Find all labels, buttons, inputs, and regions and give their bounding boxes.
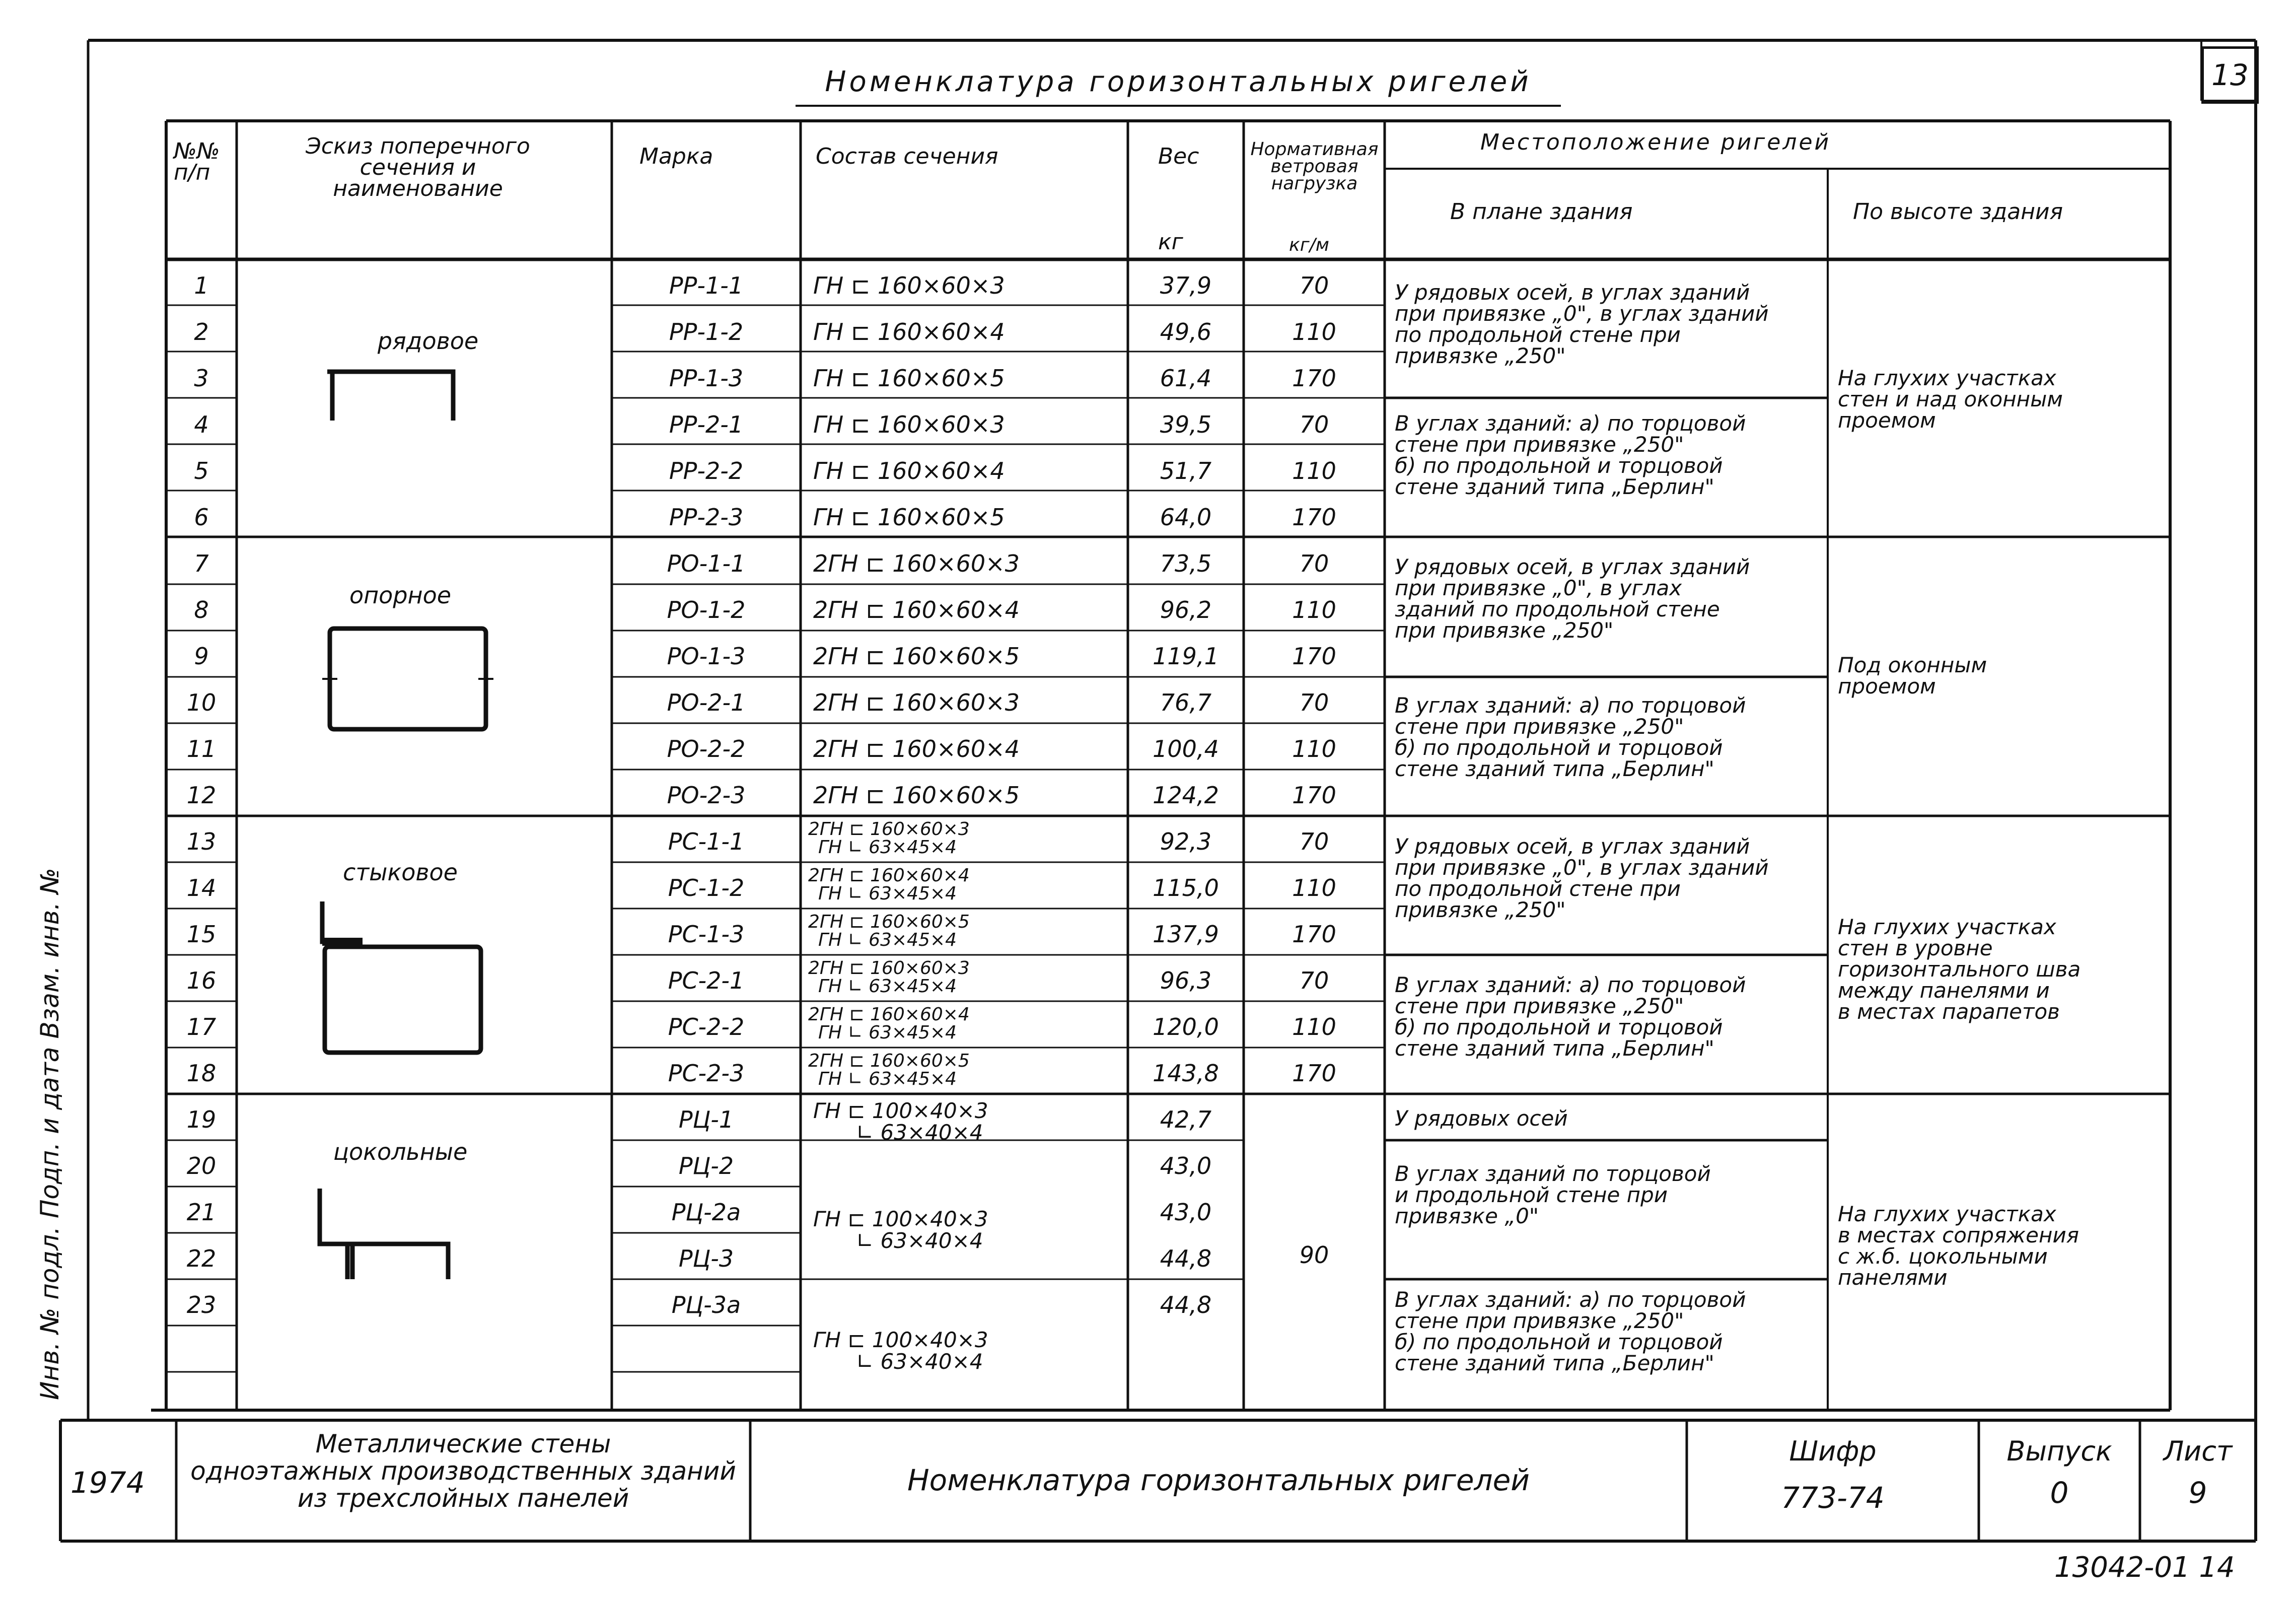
row-weight: 37,9 (1160, 272, 1212, 299)
row-weight: 137,9 (1153, 921, 1219, 948)
row-weight: 42,7 (1160, 1106, 1212, 1133)
row-number: 22 (186, 1245, 217, 1272)
side-margin-text: Инв. № подл. Подп. и дата Взам. инв. № (35, 868, 64, 1400)
plan-note: У рядовых осей (1395, 1106, 1568, 1131)
header-mark: Марка (639, 144, 713, 169)
row-composition: ГН ∟ 63×45×4 (818, 930, 957, 950)
group-name: цокольные (333, 1138, 468, 1165)
row-number: 3 (194, 365, 209, 392)
row-number: 2 (194, 318, 209, 345)
row-wind: 110 (1292, 735, 1336, 762)
stamp-year: 1974 (70, 1466, 145, 1500)
row-composition: ГН ⊏ 160×60×3 (813, 272, 1005, 299)
row-mark: РЦ-2 (678, 1152, 734, 1179)
stamp-code-label: Шифр (1789, 1435, 1877, 1467)
row-wind: 170 (1292, 643, 1336, 670)
header-location: Местоположение ригелей (1480, 129, 1831, 155)
row-composition: 2ГН ⊏ 160×60×3 (813, 550, 1020, 577)
row-mark: РО-1-1 (667, 550, 746, 577)
row-wind: 70 (1299, 272, 1329, 299)
header-in-height: По высоте здания (1853, 199, 2063, 225)
row-mark: РС-2-2 (668, 1013, 745, 1040)
row-wind: 170 (1292, 921, 1336, 948)
row-mark: РО-2-1 (667, 689, 746, 716)
row-number: 8 (194, 596, 209, 623)
row-mark: РР-1-3 (669, 365, 744, 392)
row-number: 6 (194, 504, 209, 531)
row-composition: 2ГН ⊏ 160×60×5 (813, 643, 1020, 670)
row-number: 14 (186, 874, 217, 901)
row-mark: РЦ-3 (678, 1245, 734, 1272)
plan-note: У рядовых осей, в углах зданий при привязке „0", в углах зданий по продольной стене при привязке „250" (1395, 280, 1769, 368)
row-mark: РС-2-1 (668, 967, 745, 994)
header-wind-unit: кг/м (1289, 235, 1329, 255)
row-composition: 2ГН ⊏ 160×60×5 (808, 912, 970, 932)
row-composition: ГН ∟ 63×45×4 (818, 976, 957, 997)
header-weight: Вес (1158, 144, 1199, 169)
row-number: 11 (186, 735, 217, 762)
height-note: На глухих участках стен в уровне горизонтального шва между панелями и в местах парапетов (1838, 915, 2081, 1024)
row-weight: 76,7 (1160, 689, 1212, 716)
row-composition: 2ГН ⊏ 160×60×4 (808, 865, 970, 886)
row-mark: РО-1-2 (667, 596, 746, 623)
row-wind: 90 (1299, 1241, 1329, 1269)
row-weight: 51,7 (1160, 457, 1212, 484)
plan-note: В углах зданий: а) по торцовой стене при привязке „250" б) по продольной и торцовой стене зданий типа „Берлин" (1395, 693, 1746, 781)
row-weight: 115,0 (1153, 874, 1219, 901)
row-composition: ∟ 63×40×4 (856, 1228, 983, 1253)
row-mark: РР-2-1 (669, 411, 744, 438)
header-wind: Нормативная ветровая нагрузка (1250, 139, 1379, 194)
row-composition: ГН ⊏ 160×60×4 (813, 457, 1005, 484)
row-number: 20 (186, 1152, 217, 1179)
height-note: На глухих участках стен и над оконным проемом (1838, 366, 2063, 433)
row-wind: 110 (1292, 318, 1336, 345)
row-mark: РЦ-2а (671, 1199, 741, 1226)
row-mark: РС-2-3 (668, 1060, 745, 1087)
row-wind: 70 (1299, 550, 1329, 577)
row-mark: РС-1-1 (668, 828, 745, 855)
row-composition: ГН ⊏ 160×60×5 (813, 504, 1005, 531)
row-weight: 61,4 (1160, 365, 1212, 392)
row-composition: ГН ∟ 63×45×4 (818, 1022, 957, 1043)
row-weight: 92,3 (1160, 828, 1212, 855)
row-composition: 2ГН ⊏ 160×60×3 (808, 819, 970, 840)
row-composition: ГН ∟ 63×45×4 (818, 883, 957, 904)
row-composition: ГН ⊏ 160×60×4 (813, 318, 1005, 345)
row-wind: 70 (1299, 689, 1329, 716)
row-number: 10 (186, 689, 217, 716)
row-weight: 124,2 (1153, 782, 1219, 809)
row-wind: 110 (1292, 874, 1336, 901)
row-number: 12 (186, 782, 217, 809)
row-mark: РЦ-1 (678, 1106, 734, 1133)
row-wind: 70 (1299, 828, 1329, 855)
plan-note: В углах зданий: а) по торцовой стене при привязке „250" б) по продольной и торцовой стене зданий типа „Берлин" (1395, 1287, 1746, 1375)
row-weight: 43,0 (1160, 1152, 1212, 1179)
row-weight: 49,6 (1160, 318, 1212, 345)
row-mark: РЦ-3а (671, 1291, 741, 1318)
row-number: 9 (194, 643, 209, 670)
row-wind: 170 (1292, 504, 1336, 531)
stamp-issue: 0 (2050, 1476, 2069, 1510)
row-mark: РС-1-2 (668, 874, 745, 901)
plan-note: В углах зданий: а) по торцовой стене при привязке „250" б) по продольной и торцовой стене зданий типа „Берлин" (1395, 972, 1746, 1061)
plan-note: У рядовых осей, в углах зданий при привязке „0", в углах зданий по продольной стене при привязке „250" (1395, 554, 1750, 643)
stamp-sheet: 9 (2188, 1476, 2207, 1510)
stamp-project: Металлические стены одноэтажных производственных зданий из трехслойных панелей (190, 1429, 736, 1513)
row-composition: ГН ⊏ 100×40×3 (813, 1098, 988, 1123)
row-mark: РО-1-3 (667, 643, 746, 670)
row-mark: РР-1-2 (669, 318, 744, 345)
header-sketch: Эскиз поперечного сечения и наименование (306, 133, 530, 201)
row-number: 21 (186, 1199, 217, 1226)
row-weight: 64,0 (1160, 504, 1212, 531)
row-mark: РР-2-2 (669, 457, 744, 484)
row-composition: 2ГН ⊏ 160×60×3 (813, 689, 1020, 716)
row-wind: 170 (1292, 1060, 1336, 1087)
row-weight: 96,2 (1160, 596, 1212, 623)
group-name: опорное (349, 582, 452, 609)
row-weight: 73,5 (1160, 550, 1212, 577)
row-composition: ∟ 63×40×4 (856, 1120, 983, 1145)
plinth-profile-icon (320, 1189, 448, 1279)
row-number: 7 (194, 550, 209, 577)
height-note: Под оконным проемом (1838, 653, 1987, 699)
row-composition: 2ГН ⊏ 160×60×3 (808, 958, 970, 979)
row-number: 19 (186, 1106, 217, 1133)
row-number: 16 (186, 967, 217, 994)
row-wind: 110 (1292, 457, 1336, 484)
row-composition: ГН ∟ 63×45×4 (818, 837, 957, 858)
row-weight: 100,4 (1153, 735, 1219, 762)
row-composition: ГН ⊏ 160×60×5 (813, 365, 1005, 392)
row-number: 13 (186, 828, 217, 855)
row-number: 5 (194, 457, 209, 484)
header-in-plan: В плане здания (1450, 199, 1633, 225)
header-composition: Состав сечения (816, 144, 998, 169)
bottom-code: 13042-01 14 (2054, 1551, 2235, 1584)
row-weight: 44,8 (1160, 1245, 1212, 1272)
page-number: 13 (2201, 46, 2259, 104)
row-wind: 170 (1292, 365, 1336, 392)
row-composition: ГН ⊏ 100×40×3 (813, 1328, 988, 1352)
row-mark: РР-2-3 (669, 504, 744, 531)
row-weight: 143,8 (1153, 1060, 1219, 1087)
row-composition: 2ГН ⊏ 160×60×5 (813, 782, 1020, 809)
row-wind: 110 (1292, 1013, 1336, 1040)
row-number: 18 (186, 1060, 217, 1087)
header-num: №№ п/п (174, 138, 220, 185)
row-composition: ГН ⊏ 100×40×3 (813, 1207, 988, 1231)
row-composition: 2ГН ⊏ 160×60×4 (813, 735, 1020, 762)
box-profile-icon (322, 629, 493, 729)
group-name: рядовое (377, 327, 479, 355)
row-mark: РР-1-1 (669, 272, 744, 299)
row-mark: РО-2-2 (667, 735, 746, 762)
row-number: 4 (194, 411, 209, 438)
row-composition: 2ГН ⊏ 160×60×4 (808, 1004, 970, 1025)
row-wind: 70 (1299, 967, 1329, 994)
row-weight: 96,3 (1160, 967, 1212, 994)
row-composition: ГН ∟ 63×45×4 (818, 1069, 957, 1089)
row-mark: РС-1-3 (668, 921, 745, 948)
row-composition: ∟ 63×40×4 (856, 1349, 983, 1374)
stamp-code: 773-74 (1781, 1481, 1885, 1515)
row-weight: 39,5 (1160, 411, 1212, 438)
row-number: 1 (194, 272, 209, 299)
header-weight-unit: кг (1158, 229, 1183, 255)
row-weight: 43,0 (1160, 1199, 1212, 1226)
plan-note: В углах зданий: а) по торцовой стене при привязке „250" б) по продольной и торцовой стене зданий типа „Берлин" (1395, 411, 1746, 499)
box-with-angle-profile-icon (322, 901, 481, 1053)
row-composition: ГН ⊏ 160×60×3 (813, 411, 1005, 438)
row-number: 23 (186, 1291, 217, 1318)
row-number: 17 (186, 1013, 217, 1040)
group-name: стыковое (343, 859, 458, 886)
page-title: Номенклатура горизонтальных ригелей (825, 65, 1532, 98)
row-composition: 2ГН ⊏ 160×60×4 (813, 596, 1020, 623)
stamp-sheet-title: Номенклатура горизонтальных ригелей (907, 1463, 1530, 1497)
row-number: 15 (186, 921, 217, 948)
channel-profile-icon (327, 372, 453, 421)
row-weight: 44,8 (1160, 1291, 1212, 1318)
row-wind: 110 (1292, 596, 1336, 623)
row-wind: 170 (1292, 782, 1336, 809)
height-note: На глухих участках в местах сопряжения с ж.б. цокольными панелями (1838, 1202, 2079, 1290)
stamp-issue-label: Выпуск (2006, 1435, 2112, 1467)
row-weight: 119,1 (1153, 643, 1219, 670)
plan-note: У рядовых осей, в углах зданий при привязке „0", в углах зданий по продольной стене при привязке „250" (1395, 834, 1769, 922)
row-composition: 2ГН ⊏ 160×60×5 (808, 1051, 970, 1071)
plan-note: В углах зданий по торцовой и продольной стене при привязке „0" (1395, 1161, 1711, 1228)
row-weight: 120,0 (1153, 1013, 1219, 1040)
row-mark: РО-2-3 (667, 782, 746, 809)
row-wind: 70 (1299, 411, 1329, 438)
stamp-sheet-label: Лист (2163, 1435, 2233, 1467)
